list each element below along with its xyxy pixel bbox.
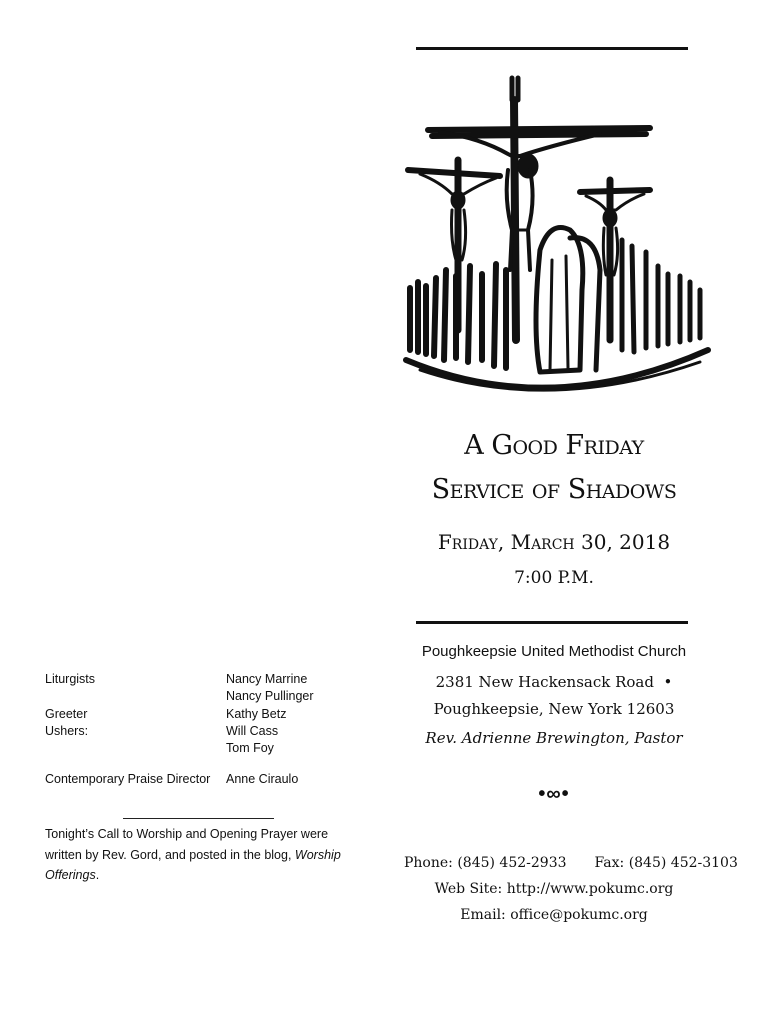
middle-rule (416, 621, 688, 624)
pastor-name: Rev. Adrienne Brewington, Pastor (425, 729, 683, 747)
liturgists-label: Liturgists (45, 672, 96, 686)
service-time: 7:00 P.M. (514, 568, 594, 588)
title-line-1: A Good Friday (464, 430, 644, 461)
email: Email: office@pokumc.org (460, 907, 648, 923)
website: Web Site: http://www.pokumc.org (434, 881, 674, 897)
contact-line (404, 855, 738, 871)
top-rule (416, 47, 688, 50)
address-line-2: Poughkeepsie, New York 12603 (433, 700, 675, 718)
greeter-name: Kathy Betz (226, 707, 287, 721)
greeter-label: Greeter (45, 707, 88, 721)
church-name: Poughkeepsie United Methodist Church (421, 643, 687, 660)
ornament-divider: •∞• (538, 783, 570, 805)
title-line-2: Service of Shadows (431, 474, 677, 505)
praise-director-label: Contemporary Praise Director (45, 772, 211, 786)
praise-director-name: Anne Ciraulo (226, 772, 299, 786)
usher-1: Will Cass (226, 724, 279, 738)
service-date: Friday, March 30, 2018 (437, 530, 671, 554)
address-line-1: 2381 New Hackensack Road • (435, 673, 673, 691)
blog-name: Worship Offerings (45, 847, 341, 882)
liturgist-2: Nancy Pullinger (226, 689, 314, 703)
credits-note: Tonight’s Call to Worship and Opening Prayer were written by Rev. Gord, and posted in the blog, Worship Offerings. (45, 827, 341, 882)
ushers-label: Ushers: (45, 724, 89, 738)
address-bullet: • (663, 673, 673, 691)
crucifixion-scene-icon (400, 70, 712, 410)
usher-2: Tom Foy (226, 741, 274, 755)
fax-number: Fax: (845) 452-3103 (594, 855, 738, 871)
left-divider (123, 818, 274, 819)
phone-number: Phone: (845) 452-2933 (404, 855, 567, 871)
liturgist-1: Nancy Marrine (226, 672, 308, 686)
